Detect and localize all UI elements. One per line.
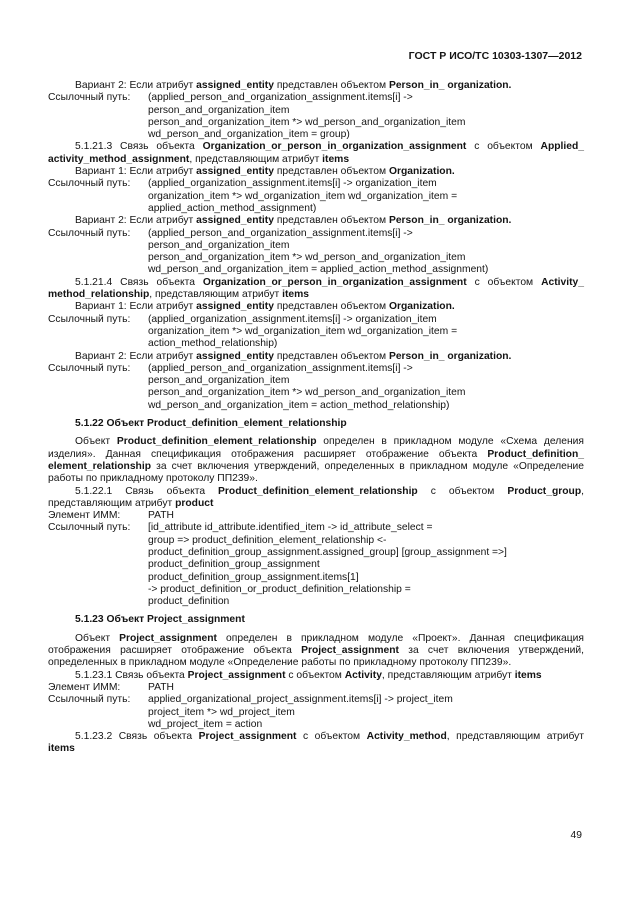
section-5-1-22-1: 5.1.22.1 Связь объекта Product_definition_element_relationship с объектом Product_group, представляющим атрибут product [48, 485, 584, 509]
code-line: organization_item *> wd_organization_item wd_organization_item = [148, 190, 458, 202]
code-line: applied_organizational_project_assignment.items[i] -> project_item [148, 694, 453, 706]
code-line: applied_action_method_assignment) [148, 202, 317, 214]
code-line: person_and_organization_item [148, 375, 290, 387]
reference-path-block [48, 92, 584, 141]
code-line: (applied_person_and_organization_assignment.items[i] -> [148, 92, 413, 104]
standard-header: ГОСТ Р ИСО/ТС 10303-1307—2012 [408, 50, 582, 62]
reference-path-label: Ссылочный путь: [48, 227, 131, 239]
path-value: PATH [148, 510, 174, 522]
code-line: product_definition_group_assignment [148, 559, 320, 571]
code-line: product_definition [148, 596, 230, 608]
paragraph-5-1-22: Объект Product_definition_element_relationship определен в прикладном модуле «Схема деления изделия». Данная спецификация отображения расширяет отображение объекта Product_definition_ element_relationship за счет включения утверждений, определенных в прикладном модуле «Определение работы по прикладному протоколу ПП239». [48, 436, 584, 485]
reference-path-block [48, 522, 584, 608]
code-line: product_definition_group_assignment.assigned_group] [group_assignment =>] [148, 546, 507, 558]
code-line: project_item *> wd_project_item [148, 706, 295, 718]
reference-path-label: Ссылочный путь: [48, 362, 131, 374]
variant-1-line: Вариант 1: Если атрибут assigned_entity представлен объектом Organization. [75, 166, 455, 178]
reference-path-label: Ссылочный путь: [48, 178, 131, 190]
code-line: group => product_definition_element_relationship <- [148, 534, 387, 546]
reference-path-block [48, 314, 584, 351]
variant-1-line: Вариант 1: Если атрибут assigned_entity представлен объектом Organization. [75, 301, 455, 313]
section-heading-5-1-22: 5.1.22 Объект Product_definition_element_relationship [75, 418, 347, 430]
code-line: [id_attribute id_attribute.identified_item -> id_attribute_select = [148, 522, 433, 534]
code-line: product_definition_group_assignment.items[1] [148, 571, 359, 583]
reference-path-block [48, 694, 584, 731]
reference-path-label: Ссылочный путь: [48, 92, 131, 104]
section-5-1-23-2: 5.1.23.2 Связь объекта Project_assignment с объектом Activity_method, представляющим атрибут items [48, 731, 584, 755]
code-line: wd_person_and_organization_item = applied_action_method_assignment) [148, 264, 489, 276]
code-line: (applied_person_and_organization_assignment.items[i] -> [148, 362, 413, 374]
code-line: person_and_organization_item *> wd_person_and_organization_item [148, 116, 466, 128]
code-line: (applied_organization_assignment.items[i] -> organization_item [148, 313, 437, 325]
code-line: person_and_organization_item *> wd_person_and_organization_item [148, 252, 466, 264]
code-line: (applied_organization_assignment.items[i] -> organization_item [148, 178, 437, 190]
reference-path-label: Ссылочный путь: [48, 694, 131, 706]
code-line: wd_project_item = action [148, 718, 263, 730]
code-line: organization_item *> wd_organization_item wd_organization_item = [148, 325, 458, 337]
page-number: 49 [570, 830, 582, 841]
paragraph-5-1-23: Объект Project_assignment определен в прикладном модуле «Проект». Данная спецификация отображения расширяет отображение объекта Project_assignment за счет включения утверждений, определенных в прикладном модуле «Определение работы по прикладному протоколу ПП239». [48, 632, 584, 669]
code-line: -> product_definition_or_product_definition_relationship = [148, 583, 411, 595]
variant-2-line: Вариант 2: Если атрибут assigned_entity представлен объектом Person_in_ organization. [75, 215, 512, 227]
path-value: PATH [148, 681, 174, 693]
reference-path-label: Ссылочный путь: [48, 313, 131, 325]
reference-path-label: Ссылочный путь: [48, 522, 131, 534]
code-line: action_method_relationship) [148, 338, 278, 350]
element-imm-row [48, 510, 584, 522]
reference-path-block [48, 228, 584, 277]
code-line: person_and_organization_item [148, 239, 290, 251]
code-line: (applied_person_and_organization_assignment.items[i] -> [148, 227, 413, 239]
variant-2-line: Вариант 2: Если атрибут assigned_entity представлен объектом Person_in_ organization. [75, 350, 512, 362]
variant-2-line: Вариант 2: Если атрибут assigned_entity представлен объектом Person_in_ organization. [75, 80, 512, 91]
element-imm-label: Элемент ИММ: [48, 681, 121, 693]
reference-path-block [48, 178, 584, 215]
code-line: person_and_organization_item *> wd_person_and_organization_item [148, 387, 466, 399]
code-line: wd_person_and_organization_item = group) [148, 129, 350, 141]
element-imm-row [48, 682, 584, 694]
section-5-1-21-4: 5.1.21.4 Связь объекта Organization_or_person_in_organization_assignment с объектом Activity_ method_relationship, представляющим атрибут items [48, 276, 584, 301]
section-5-1-23-1: 5.1.23.1 Связь объекта Project_assignment с объектом Activity, представляющим атрибут items [75, 669, 542, 681]
reference-path-block [48, 363, 584, 412]
page-content [48, 80, 584, 756]
code-line: wd_person_and_organization_item = action_method_relationship) [148, 399, 450, 411]
section-heading-5-1-23: 5.1.23 Объект Project_assignment [75, 614, 245, 626]
section-5-1-21-3: 5.1.21.3 Связь объекта Organization_or_person_in_organization_assignment с объектом Applied_ activity_method_assignment, представляющим атрибут items [48, 141, 584, 165]
code-line: person_and_organization_item [148, 104, 290, 116]
element-imm-label: Элемент ИММ: [48, 510, 121, 522]
